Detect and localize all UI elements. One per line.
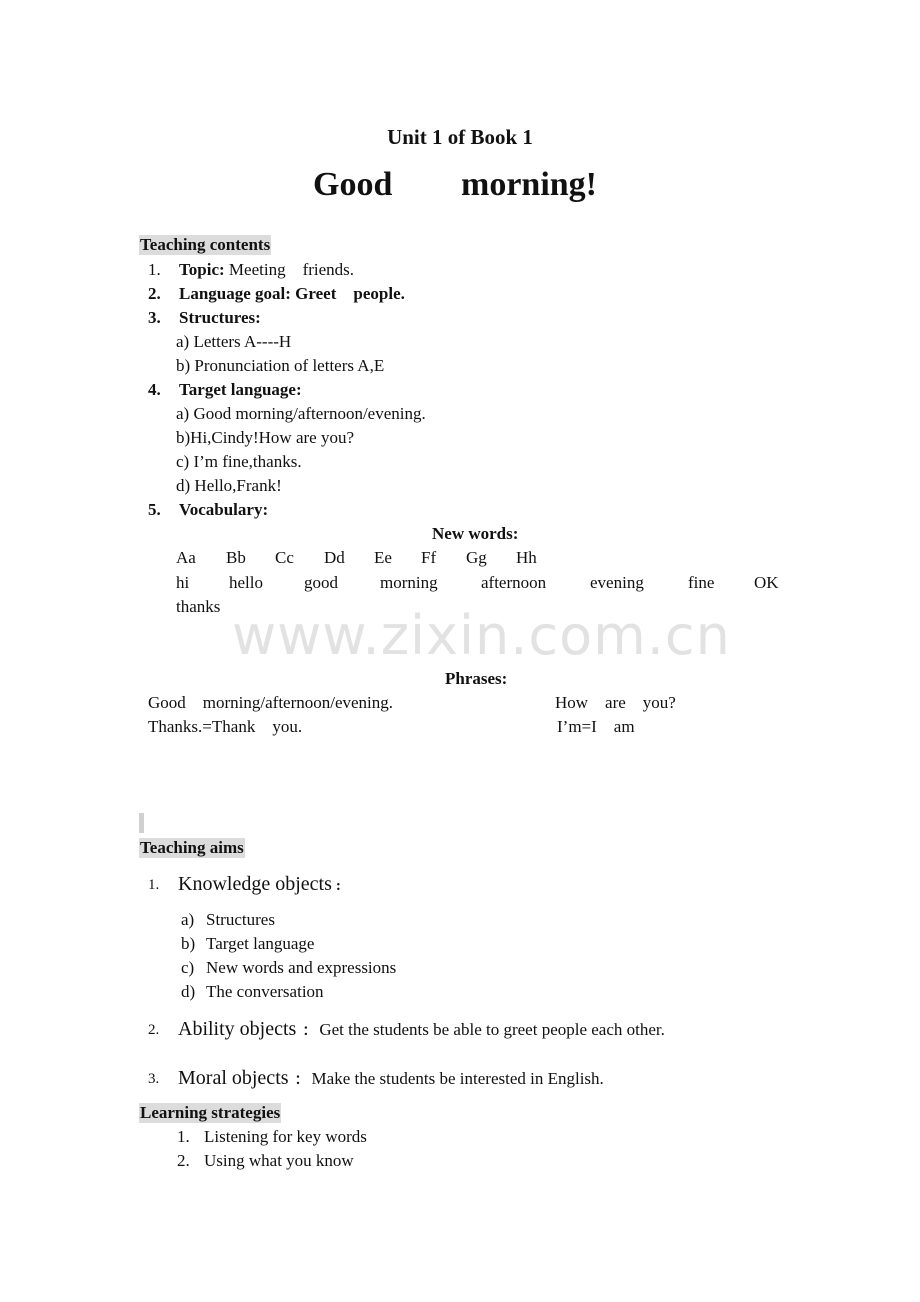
vocab-word: thanks xyxy=(176,597,221,616)
vocab-word: hello xyxy=(229,573,263,592)
knowledge-letter: c) xyxy=(181,958,195,977)
target-language-label: Target language: xyxy=(179,380,302,399)
knowledge-item: The conversation xyxy=(206,982,324,1001)
knowledge-item: New words and expressions xyxy=(206,958,397,977)
item-number: 1. xyxy=(148,260,161,279)
target-language-item: c) I’m fine,thanks. xyxy=(176,452,302,471)
aim-number: 2. xyxy=(148,1022,160,1038)
colon: ： xyxy=(294,1072,310,1088)
moral-objects-text: Make the students be interested in English. xyxy=(311,1069,604,1088)
phrase: I’m=I am xyxy=(557,717,635,736)
item-number: 3. xyxy=(148,308,161,327)
phrase: Good morning/afternoon/evening. xyxy=(148,693,394,712)
letter-pair: Bb xyxy=(226,548,246,567)
vocab-word: good xyxy=(304,573,338,592)
topic-text: Meeting friends. xyxy=(228,260,355,279)
strategy-number: 1. xyxy=(177,1127,190,1146)
vocab-word: evening xyxy=(590,573,644,592)
vocab-word: hi xyxy=(176,573,190,592)
knowledge-item: Structures xyxy=(206,910,275,929)
aim-number: 1. xyxy=(148,877,160,893)
vocab-word: afternoon xyxy=(481,573,547,592)
learning-strategies-heading: Learning strategies xyxy=(140,1103,281,1122)
structure-item: a) Letters A----H xyxy=(176,332,292,351)
letter-pair: Ff xyxy=(421,548,437,567)
phrase: Thanks.=Thank you. xyxy=(148,717,303,736)
letter-pair: Gg xyxy=(466,548,487,567)
vocab-word: OK xyxy=(754,573,779,592)
moral-objects-label: Moral objects xyxy=(178,1067,289,1089)
colon: : xyxy=(335,878,341,894)
watermark: www.zixin.com.cn xyxy=(232,604,731,667)
topic-label: Topic: xyxy=(179,260,225,279)
target-language-item: a) Good morning/afternoon/evening. xyxy=(176,404,426,423)
phrases-heading: Phrases: xyxy=(445,669,508,688)
letter-pair: Cc xyxy=(275,548,294,567)
new-words-heading: New words: xyxy=(432,524,519,543)
moral-objects-line xyxy=(178,1068,604,1088)
knowledge-letter: a) xyxy=(181,910,195,929)
lesson-title-word1: Good xyxy=(313,166,393,203)
item-number: 5. xyxy=(148,500,161,519)
knowledge-letter: b) xyxy=(181,934,196,953)
letter-pair: Dd xyxy=(324,548,345,567)
vocab-word: morning xyxy=(380,573,438,592)
strategy-number: 2. xyxy=(177,1151,190,1170)
aim-number: 3. xyxy=(148,1071,160,1087)
letter-pair: Ee xyxy=(374,548,392,567)
teaching-aims-heading: Teaching aims xyxy=(140,838,244,857)
letter-pair: Aa xyxy=(176,548,196,567)
letter-pair: Hh xyxy=(516,548,537,567)
ability-objects-label: Ability objects xyxy=(178,1018,297,1040)
structure-item: b) Pronunciation of letters A,E xyxy=(176,356,385,375)
lesson-title-word2: morning! xyxy=(461,166,597,203)
phrase: How are you? xyxy=(555,693,676,712)
ability-objects-line xyxy=(178,1019,665,1039)
vocabulary-label: Vocabulary: xyxy=(179,500,269,519)
colon: ： xyxy=(302,1023,318,1039)
item-number: 4. xyxy=(148,380,161,399)
unit-title: Unit 1 of Book 1 xyxy=(387,125,533,149)
strategy-item: Listening for key words xyxy=(204,1127,367,1146)
knowledge-item: Target language xyxy=(206,934,315,953)
vocab-word: fine xyxy=(688,573,715,592)
knowledge-objects-line xyxy=(178,874,341,894)
ability-objects-text: Get the students be able to greet people each other. xyxy=(319,1020,665,1039)
item-number: 2. xyxy=(148,284,161,303)
structures-label: Structures: xyxy=(179,308,261,327)
margin-bar-mark xyxy=(139,813,144,833)
strategy-item: Using what you know xyxy=(204,1151,354,1170)
topic-line xyxy=(179,261,354,278)
knowledge-letter: d) xyxy=(181,982,196,1001)
target-language-item: d) Hello,Frank! xyxy=(176,476,282,495)
target-language-item: b)Hi,Cindy!How are you? xyxy=(176,428,354,447)
language-goal-line: Language goal: Greet people. xyxy=(179,284,405,303)
teaching-contents-heading: Teaching contents xyxy=(140,235,271,254)
knowledge-objects-label: Knowledge objects xyxy=(178,873,332,895)
